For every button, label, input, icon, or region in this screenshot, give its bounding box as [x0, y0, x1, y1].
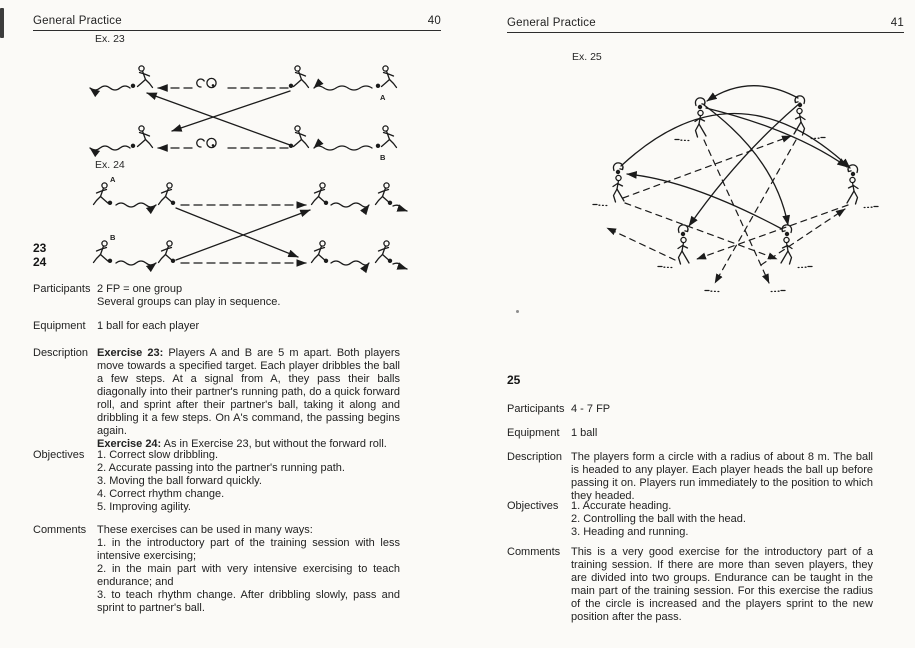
pass-arc	[627, 174, 782, 229]
comments-item: 1. in the introductory part of the training session with less intensive exercising;	[97, 537, 400, 562]
objective-item: 3. Heading and running.	[571, 526, 689, 538]
objectives-label: Objectives	[33, 449, 85, 461]
left-margin-exercise-numbers	[33, 242, 46, 269]
left-header-title: General Practice	[33, 15, 122, 27]
heading-player-figure	[678, 225, 689, 264]
ball	[131, 144, 135, 148]
runner-figure	[376, 241, 391, 263]
runner-figure	[159, 183, 174, 205]
heading-player-figure	[847, 165, 858, 204]
runner-figure	[138, 126, 153, 148]
dribble-path	[90, 86, 130, 90]
dribble-tail	[393, 263, 407, 269]
run-path	[715, 140, 796, 283]
right-running-header	[507, 17, 904, 33]
comments-item: 3. to teach rhythm change. After dribbling slowly, pass and sprint to partner's ball.	[97, 589, 400, 614]
exercise-25-diagram	[565, 62, 897, 300]
ball	[108, 259, 112, 263]
heading-player-figure	[613, 163, 624, 202]
left-objectives-row	[33, 449, 400, 514]
right-comments-row	[507, 546, 873, 624]
objective-item: 3. Moving the ball forward quickly.	[97, 475, 262, 487]
comments-item: 2. in the main part with very intensive exercising to teach endurance; and	[97, 563, 400, 588]
figure-label-ex25: Ex. 25	[572, 51, 602, 63]
ball	[171, 201, 175, 205]
pass-arc	[706, 108, 847, 167]
objective-item: 1. Accurate heading.	[571, 500, 672, 512]
ball	[324, 201, 328, 205]
left-participants-row	[33, 283, 400, 309]
left-description-row	[33, 347, 400, 451]
description-ex24-text: As in Exercise 23, but without the forward roll.	[161, 438, 387, 450]
exercise-23-diagram	[50, 50, 405, 168]
runner-figure	[312, 183, 327, 205]
description-ex24-lead: Exercise 24:	[97, 438, 162, 450]
right-equipment-row	[507, 427, 873, 440]
ground-dash	[593, 205, 607, 206]
runner-figure	[382, 66, 397, 88]
run-path	[761, 209, 845, 265]
participants-value: Several groups can play in sequence.	[97, 296, 281, 308]
description-label: Description	[507, 451, 563, 463]
exercise-24-diagram	[30, 168, 412, 276]
objective-item: 5. Improving agility.	[97, 501, 191, 513]
scan-edge-artifact	[0, 8, 4, 38]
ex23-row-b	[90, 126, 397, 162]
right-margin-exercise-number: 25	[507, 373, 521, 387]
ground-dash	[705, 291, 719, 292]
ground-dash	[798, 267, 812, 268]
dribble-path	[331, 261, 369, 265]
ground-dash	[864, 207, 878, 208]
dribble-path	[314, 86, 372, 90]
ex24-row-a	[94, 175, 408, 211]
right-participants-row	[507, 403, 873, 416]
ground-dash	[771, 291, 785, 292]
scan-speck	[516, 310, 519, 313]
ground-dashes	[593, 138, 878, 292]
run-path	[697, 205, 848, 259]
heading-pass-arcs	[621, 86, 850, 229]
ball	[388, 201, 392, 205]
objectives-list	[571, 500, 873, 539]
description-ex23	[97, 347, 400, 438]
run-path	[607, 228, 675, 260]
participants-value: 4 - 7 FP	[571, 403, 611, 415]
run-path	[704, 140, 769, 283]
equipment-label: Equipment	[507, 427, 560, 439]
right-description-row	[507, 451, 873, 503]
forward-roll-symbol	[197, 138, 216, 147]
objectives-label: Objectives	[507, 500, 559, 512]
player-a-label: A	[110, 175, 116, 184]
dribble-path	[331, 203, 369, 207]
player-a-label: A	[380, 93, 386, 102]
figure-label-ex24: Ex. 24	[95, 159, 125, 171]
equipment-value: 1 ball for each player	[97, 320, 200, 332]
diagonal-pass-arrow	[176, 208, 298, 257]
dribble-path	[116, 203, 156, 207]
objectives-list	[97, 449, 400, 514]
runner-figure	[312, 241, 327, 263]
objective-item: 2. Accurate passing into the partner's running path.	[97, 462, 345, 474]
pass-arc	[707, 86, 798, 101]
participants-label: Participants	[33, 283, 91, 295]
ground-dash	[658, 267, 672, 268]
description-ex23-lead: Exercise 23:	[97, 347, 164, 359]
equipment-value: 1 ball	[571, 427, 598, 439]
ball	[171, 259, 175, 263]
equipment-label: Equipment	[33, 320, 86, 332]
description-text: The players form a circle with a radius of about 8 m. The ball is headed to any player. Each player heads the ball up before passing it on. Players run immediately to the position to which they headed.	[571, 451, 873, 502]
comments-text: This is a very good exercise for the introductory part of a training session. If there are more than seven players, they are divided into two groups. Endurance can be taught in the main part of the training session. For this exercise the radius of the circle is increased and the players sprint to the new position after the pass.	[571, 546, 873, 623]
ball	[388, 259, 392, 263]
runner-figure	[94, 241, 109, 263]
left-comments-row	[33, 524, 400, 615]
runner-figure	[159, 241, 174, 263]
left-page-number: 40	[427, 15, 441, 27]
comments-label: Comments	[507, 546, 561, 558]
player-b-label: B	[110, 233, 116, 242]
objective-item: 4. Correct rhythm change.	[97, 488, 225, 500]
diagonal-pass-arrow	[172, 91, 290, 131]
diagonal-pass-arrow	[176, 210, 310, 260]
dribble-path	[116, 261, 156, 265]
description-label: Description	[33, 347, 89, 359]
dribble-tail	[393, 205, 407, 211]
comments-intro: These exercises can be used in many ways:	[97, 524, 313, 536]
dribble-path	[314, 146, 372, 150]
runner-figure	[294, 66, 309, 88]
pass-arc	[621, 113, 850, 168]
ball	[376, 84, 380, 88]
heading-players	[613, 96, 858, 264]
participants-label: Participants	[507, 403, 565, 415]
margin-number-23: 23	[33, 241, 47, 255]
ball	[289, 84, 293, 88]
figure-label-ex23: Ex. 23	[95, 33, 125, 45]
runner-figure	[382, 126, 397, 148]
right-page-number: 41	[890, 17, 904, 29]
pass-arc	[704, 105, 788, 225]
comments-label: Comments	[33, 524, 87, 536]
running-paths	[607, 136, 848, 283]
runner-figure	[138, 66, 153, 88]
objective-item: 2. Controlling the ball with the head.	[571, 513, 746, 525]
ball	[108, 201, 112, 205]
left-running-header	[33, 15, 441, 31]
right-objectives-row	[507, 500, 873, 539]
margin-number-24: 24	[33, 254, 47, 269]
objective-item: 1. Correct slow dribbling.	[97, 449, 219, 461]
ball	[376, 144, 380, 148]
heading-player-figure	[781, 225, 792, 264]
forward-roll-symbol	[197, 78, 216, 87]
participants-value: 2 FP = one group	[97, 283, 183, 295]
ex23-row-a	[90, 66, 397, 102]
left-equipment-row	[33, 320, 400, 333]
diagonal-pass-arrow	[147, 93, 290, 145]
ball	[131, 84, 135, 88]
player-b-label: B	[380, 153, 386, 162]
runner-figure	[376, 183, 391, 205]
dribble-path	[90, 146, 130, 150]
right-header-title: General Practice	[507, 17, 596, 29]
description-ex23-text: Players A and B are 5 m apart. Both players move towards a specified target. Each player dribbles the ball a few steps. At a signal from A, they pass their balls diagonally into their partner's running path, do a quick forward roll, and sprint after their partner's ball, taking it along and dribbling it a few steps. On A's command, the passing begins again.	[97, 347, 400, 437]
runner-figure	[94, 183, 109, 205]
runner-figure	[294, 126, 309, 148]
ball	[324, 259, 328, 263]
ground-dash	[675, 140, 689, 141]
